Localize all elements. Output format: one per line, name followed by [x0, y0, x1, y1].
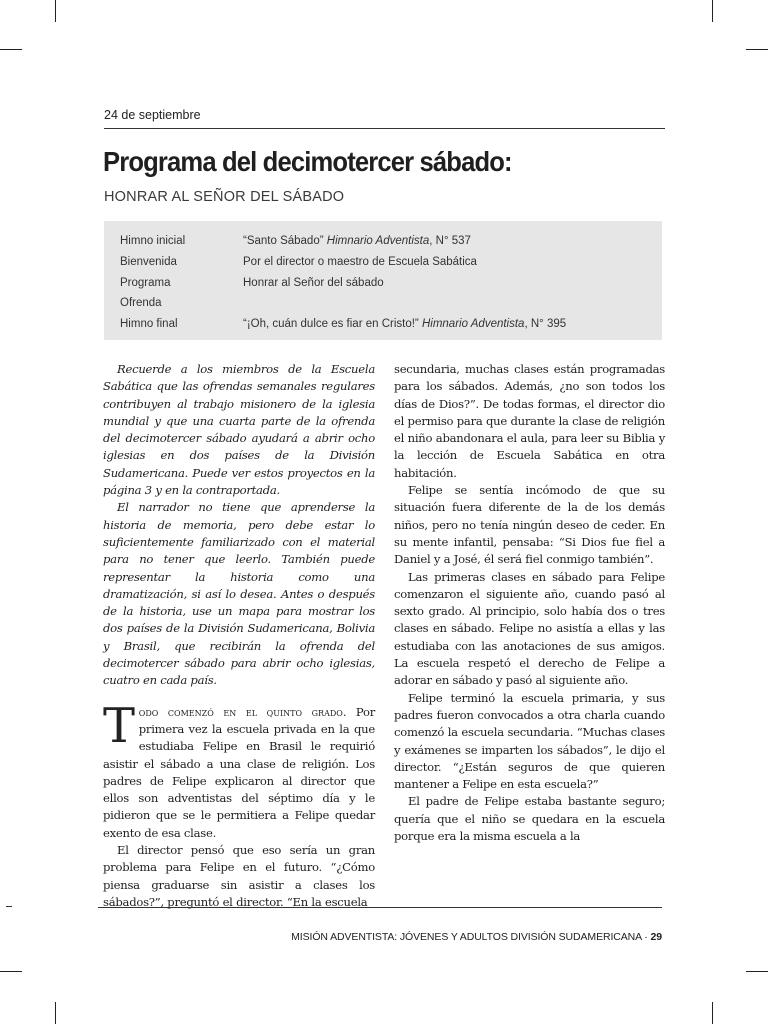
program-value: Por el director o maestro de Escuela Sabática [243, 255, 477, 268]
footer-rule [98, 907, 662, 908]
program-value: “¡Oh, cuán dulce es fiar en Cristo!” Himnario Adventista, N° 395 [243, 318, 567, 331]
story-paragraph: El padre de Felipe estaba bastante seguro; quería que el niño se quedara en la escuela porque era la misma escuela a la [394, 794, 665, 844]
crop-mark [0, 971, 22, 972]
program-value: “Santo Sábado” Himnario Adventista, N° 537 [243, 235, 471, 247]
program-row [120, 293, 662, 314]
page-footer: MISIÓN ADVENTISTA: JÓVENES Y ADULTOS DIVISIÓN SUDAMERICANA · 29 [291, 931, 662, 943]
right-column [394, 361, 665, 845]
crop-mark [55, 0, 56, 22]
program-label: Programa [120, 276, 171, 289]
program-value [243, 293, 662, 314]
intro-paragraph: Recuerde a los miembros de la Escuela Sabática que las ofrendas semanales regulares contribuyen al trabajo misionero de la iglesia mundial y que una cuarta parte de la ofrenda del decimotercer sábado ayudará a abrir ocho iglesias en dos países de la División Sudamericana. Puede ver estos proyectos en la página 3 y en la contraportada. [103, 362, 375, 498]
story-paragraph: Felipe terminó la escuela primaria, y sus padres fueron convocados a otra charla cuando comenzó la escuela secundaria. “Muchas clases y exámenes se imparten los sábados”, le dijo el director. “¿Están seguros de que quieren mantener a Felipe en esta escuela?” [394, 690, 665, 792]
program-table [104, 221, 662, 340]
program-row [120, 273, 662, 294]
page-number: 29 [650, 931, 662, 943]
crop-mark [746, 971, 768, 972]
crop-mark [746, 49, 768, 50]
crop-mark [6, 906, 12, 907]
program-label: Ofrenda [120, 297, 162, 310]
crop-mark [712, 1002, 713, 1024]
intro-paragraph: El narrador no tiene que aprenderse la historia de memoria, pero debe estar lo suficientemente familiarizado con el material para no tener que leerlo. También puede representar la historia como una dramatización, si así lo desea. Antes o después de la historia, use un mapa para mostrar los dos países de la División Sudamericana, Bolivia y Brasil, que recibirán la ofrenda del decimotercer sábado para abrir ocho iglesias, cuatro en cada país. [103, 500, 375, 688]
story-paragraph: El director pensó que eso sería un gran problema para Felipe en el futuro. “¿Cómo piensa graduarse sin asistir a clases los sábados?”, preguntó el director. “En la escuela [103, 843, 375, 909]
story-start [103, 697, 376, 912]
program-label: Himno inicial [120, 235, 186, 247]
story-paragraph: Las primeras clases en sábado para Felipe comenzaron el siguiente año, cuando pasó al sexto grado. Al principio, solo había dos o tres clases en sábado. Felipe no asistía a ellas y las estudiaba con las anotaciones de sus amigos. La escuela respetó el derecho de Felipe a adorar en sábado y pasó al siguiente año. [394, 569, 665, 688]
page-date: 24 de septiembre [104, 108, 665, 129]
program-row [120, 231, 662, 252]
crop-mark [55, 1002, 56, 1024]
program-value: Honrar al Señor del sábado [243, 276, 384, 289]
program-row [120, 252, 662, 273]
narrator-notes [103, 361, 375, 690]
story-paragraph: secundaria, muchas clases están programadas para los sábados. Además, ¿no son todos los días de Dios?”. De todas formas, el director dio el permiso para que durante la clase de religión el niño abandonara el aula, para leer su Biblia y la lección de Escuela Sabática en otra habitación. [394, 362, 665, 480]
page-title: Programa del decimotercer sábado: [103, 146, 512, 177]
story-paragraph: Todo comenzó en el quinto grado. Por primera vez la escuela privada en la que estudiaba Felipe en Brasil le requirió asistir el sábado a una clase de religión. Los padres de Felipe explicaron al director que ellos son adventistas del séptimo día y le pidieron que se le permitiera a Felipe quedar exento de esa clase. [103, 697, 376, 840]
crop-mark [712, 0, 713, 22]
program-label: Himno final [120, 318, 178, 331]
program-row [120, 314, 662, 335]
left-column [103, 361, 375, 911]
page-subtitle: HONRAR AL SEÑOR DEL SÁBADO [104, 189, 345, 205]
story-paragraph: Felipe se sentía incómodo de que su situación fuera diferente de la de los demás niños, pero no tenía ningún deseo de ceder. En su mente infantil, pensaba: “Si Dios fue fiel a Daniel y a José, él será fiel conmigo también”. [394, 483, 665, 567]
drop-cap: T [103, 697, 135, 754]
program-label: Bienvenida [120, 255, 177, 268]
crop-mark [0, 49, 22, 50]
